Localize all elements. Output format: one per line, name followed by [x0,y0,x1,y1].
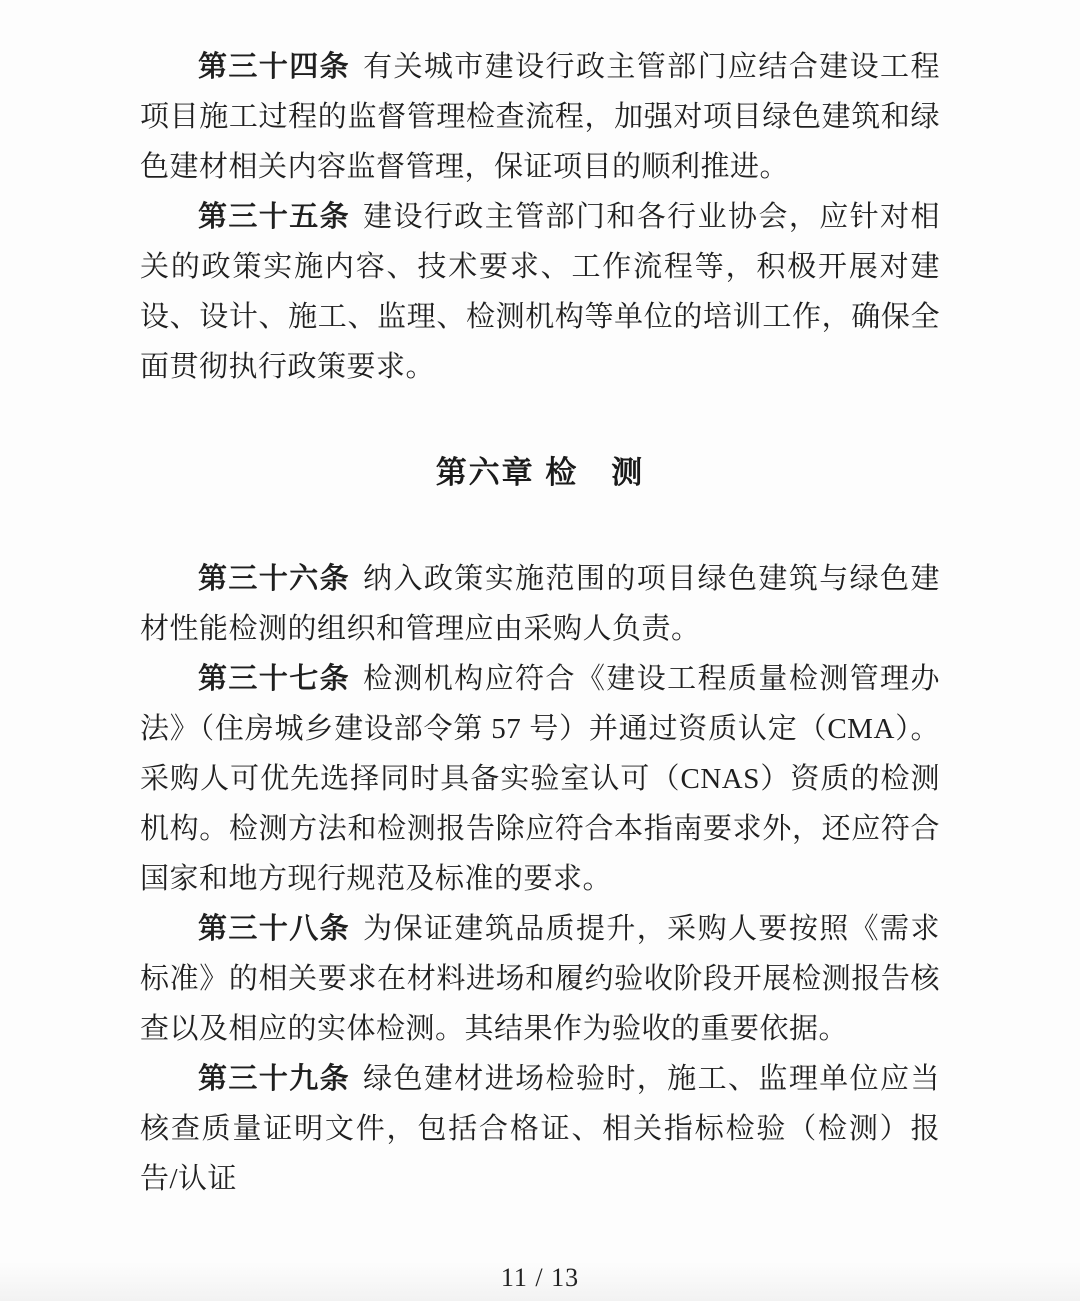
article-number: 第三十五条 [198,201,351,233]
paragraph-article-39 [140,1054,940,1204]
article-text: 为保证建筑品质提升，采购人要按照《需求标准》的相关要求在材料进场和履约验收阶段开展检测报告核查以及相应的实体检测。其结果作为验收的重要依据。 [140,913,940,1045]
article-text: 纳入政策实施范围的项目绿色建筑与绿色建材性能检测的组织和管理应由采购人负责。 [140,563,940,645]
page-number: 11 / 13 [500,1263,580,1292]
article-text: 有关城市建设行政主管部门应结合建设工程项目施工过程的监督管理检查流程，加强对项目绿色建筑和绿色建材相关内容监督管理，保证项目的顺利推进。 [140,51,940,183]
article-number: 第三十七条 [198,663,351,695]
article-number: 第三十四条 [198,51,351,83]
article-number: 第三十八条 [198,913,351,945]
article-text: 绿色建材进场检验时，施工、监理单位应当核查质量证明文件，包括合格证、相关指标检验（检测）报告/认证 [140,1063,940,1195]
paragraph-article-37 [140,654,940,904]
paragraph-article-38 [140,904,940,1054]
chapter-heading: 第六章 检 测 [435,455,645,490]
article-number: 第三十九条 [198,1063,351,1095]
article-text: 建设行政主管部门和各行业协会，应针对相关的政策实施内容、技术要求、工作流程等，积极开展对建设、设计、施工、监理、检测机构等单位的培训工作，确保全面贯彻执行政策要求。 [140,201,940,383]
paragraph-article-36 [140,554,940,654]
article-number: 第三十六条 [198,563,351,595]
paragraph-article-35 [140,192,940,392]
paragraph-article-34 [140,42,940,192]
article-text: 检测机构应符合《建设工程质量检测管理办法》（住房城乡建设部令第 57 号）并通过资质认定（CMA）。采购人可优先选择同时具备实验室认可（CNAS）资质的检测机构。检测方法和检测报告除应符合本指南要求外，还应符合国家和地方现行规范及标准的要求。 [140,663,940,895]
